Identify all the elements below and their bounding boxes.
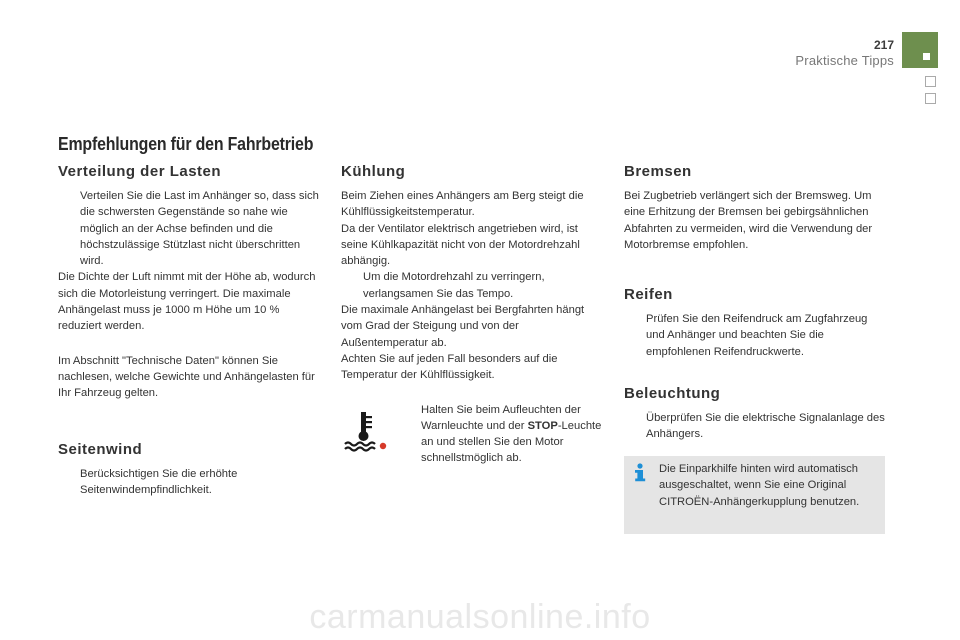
info-text: Die Einparkhilfe hinten wird automatisch ausgeschaltet, wenn Sie eine Original CITROËN-Anhängerkupplung benutzen. xyxy=(659,463,860,508)
kuehlung-paragraph-3: Die maximale Anhängelast bei Bergfahrten hängt vom Grad der Steigung und von der Außentemperatur ab. xyxy=(341,304,585,349)
chapter-tab-marker xyxy=(923,53,930,60)
info-icon xyxy=(632,463,648,482)
heading-reifen: Reifen xyxy=(624,286,673,304)
coolant-temperature-icon xyxy=(341,408,387,454)
heading-bremsen: Bremsen xyxy=(624,163,692,180)
bullet-seitenwind-text: Berücksichtigen Sie die erhöhte Seitenwindempfindlichkeit. xyxy=(80,467,238,496)
bullet-kuehlung xyxy=(341,269,606,302)
bullet-beleuchtung xyxy=(624,410,886,443)
bremsen-paragraph: Bei Zugbetrieb verlängert sich der Bremsweg. Um eine Erhitzung der Bremsen bei gebirgsähnlichen Abfahrten zu vermeiden, wird die Verwendung der Motorbremse empfohlen. xyxy=(624,190,873,251)
stop-label: STOP xyxy=(527,419,558,432)
warning-text xyxy=(397,402,602,467)
bullet-lasten-text: Verteilen Sie die Last im Anhänger so, dass sich die schwersten Gegenstände so nahe wie möglich an der Achse befinden und die höchstzulässige Stützlast nicht überschritten wird. xyxy=(80,190,319,268)
warning-text-before: Halten Sie beim Aufleuchten der Warnleuchte und der xyxy=(421,403,581,432)
page-number: 217 xyxy=(873,38,894,52)
kuehlung-paragraph-4: Achten Sie auf jeden Fall besonders auf die Temperatur der Kühlflüssigkeit. xyxy=(341,352,558,382)
bullet-lasten xyxy=(58,188,320,269)
warning-text-after: -Leuchte an und stellen Sie den Motor schnellstmöglich ab. xyxy=(421,419,602,465)
heading-beleuchtung: Beleuchtung xyxy=(624,385,721,403)
bullet-beleuchtung-text: Überprüfen Sie die elektrische Signalanlage des Anhängers. xyxy=(646,412,885,441)
info-box xyxy=(624,456,885,534)
heading-seitenwind: Seitenwind xyxy=(58,440,143,458)
chapter-tab-box-2 xyxy=(925,93,936,104)
column-right xyxy=(624,162,886,443)
warning-block xyxy=(341,402,606,472)
column-middle xyxy=(341,162,606,472)
bullet-seitenwind xyxy=(58,466,320,499)
chapter-tab xyxy=(902,32,938,68)
bullet-reifen-text: Prüfen Sie den Reifendruck am Zugfahrzeug und Anhänger und beachten Sie die empfohlenen Reifendruckwerte. xyxy=(646,313,868,358)
bullet-warning xyxy=(397,402,602,467)
chapter-tab-box-1 xyxy=(925,76,936,87)
heading-lasten: Verteilung der Lasten xyxy=(58,163,222,180)
bullet-reifen xyxy=(624,311,886,360)
kuehlung-paragraph-1: Beim Ziehen eines Anhängers am Berg steigt die Kühlflüssigkeitstemperatur. xyxy=(341,190,584,219)
watermark: carmanualsonline.info xyxy=(309,598,651,636)
page-title: Empfehlungen für den Fahrbetrieb xyxy=(58,133,314,154)
heading-kuehlung: Kühlung xyxy=(341,163,406,180)
lasten-paragraph-2: Im Abschnitt "Technische Daten" können Sie nachlesen, welche Gewichte und Anhängelasten für Ihr Fahrzeug gelten. xyxy=(58,354,315,400)
lasten-paragraph-1: Die Dichte der Luft nimmt mit der Höhe ab, wodurch sich die Motorleistung verringert. Die maximale Anhängelast muss je 1000 m Höhe um 10 % reduziert werden. xyxy=(58,271,316,333)
bullet-kuehlung-text: Um die Motordrehzahl zu verringern, verlangsamen Sie das Tempo. xyxy=(363,271,545,300)
kuehlung-paragraph-2: Da der Ventilator elektrisch angetrieben wird, ist seine Kühlkapazität nicht von der Motordrehzahl abhängig. xyxy=(341,222,580,268)
column-left xyxy=(58,162,320,498)
section-name: Praktische Tipps xyxy=(795,53,894,68)
